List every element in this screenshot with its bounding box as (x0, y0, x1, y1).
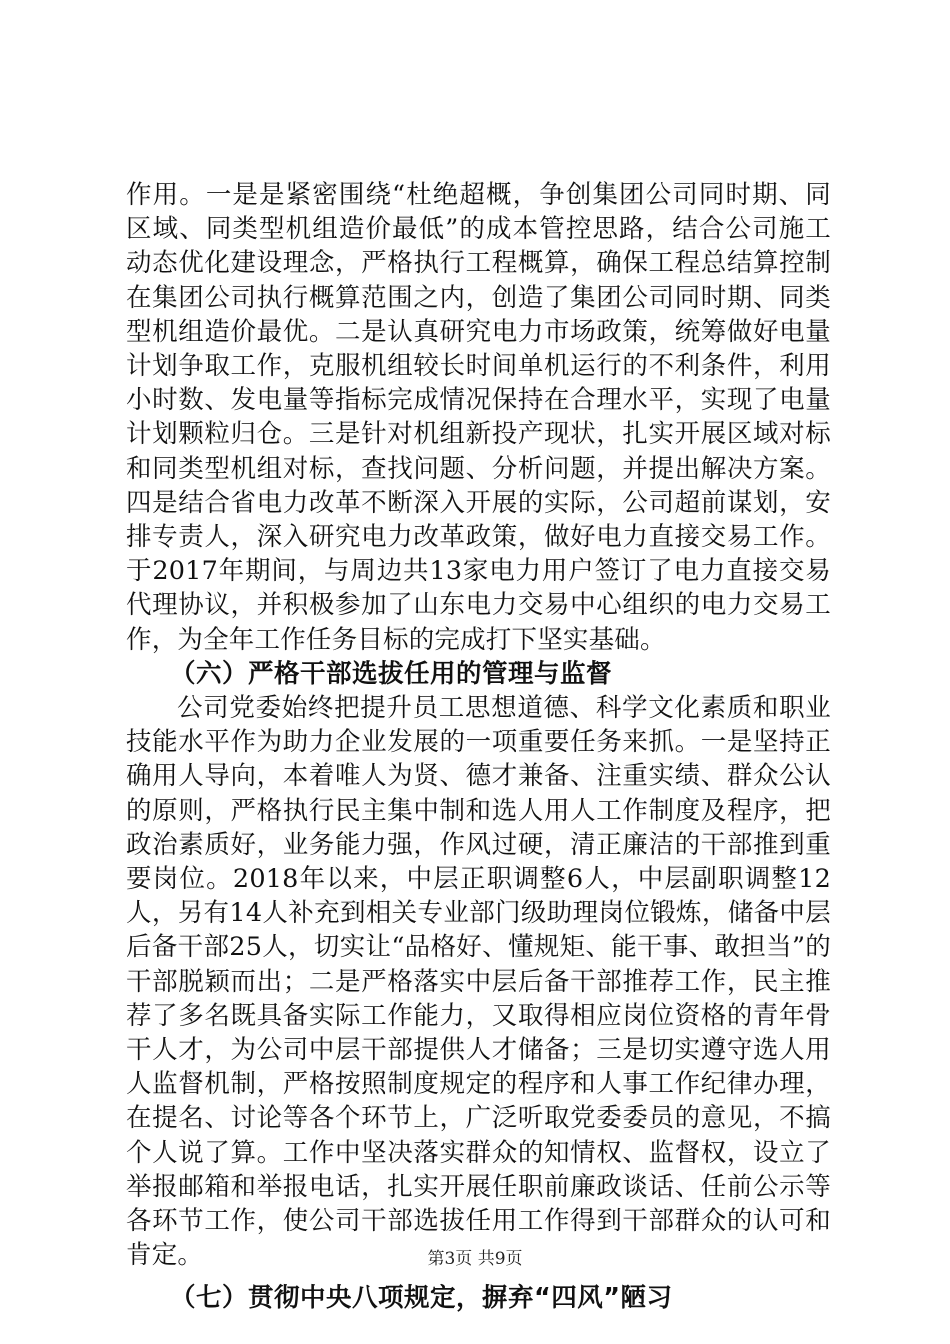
paragraph-continuation: 作用。一是是紧密围绕“杜绝超概，争创集团公司同时期、同区域、同类型机组造价最低”的成本管控思路，结合公司施工动态优化建设理念，严格执行工程概算，确保工程总结算控制在集团公司执行概算范围之内，创造了集团公司同时期、同类型机组造价最优。二是认真研究电力市场政策，统筹做好电量计划争取工作，克服机组较长时间单机运行的不利条件，利用小时数、发电量等指标完成情况保持在合理水平，实现了电量计划颗粒归仓。三是针对机组新投产现状，扎实开展区域对标和同类型机组对标，查找问题、分析问题，并提出解决方案。四是结合省电力改革不断深入开展的实际，公司超前谋划，安排专责人，深入研究电力改革政策，做好电力直接交易工作。于2017年期间，与周边共13家电力用户签订了电力直接交易代理协议，并积极参加了山东电力交易中心组织的电力交易工作，为全年工作任务目标的完成打下坚实基础。 (126, 180, 831, 655)
section-heading-6: （六）严格干部选拔任用的管理与监督 (170, 658, 613, 689)
section-heading-7: （七）贯彻中央八项规定，摒弃“四风”陋习 (170, 1282, 673, 1313)
document-body (126, 178, 831, 1315)
page-number-footer: 第3页 共9页 (427, 1249, 523, 1269)
paragraph-section-6: 公司党委始终把提升员工思想道德、科学文化素质和职业技能水平作为助力企业发展的一项重要任务来抓。一是坚持正确用人导向，本着唯人为贤、德才兼备、注重实绩、群众公认的原则，严格执行民主集中制和选人用人工作制度及程序，把政治素质好，业务能力强，作风过硬，清正廉洁的干部推到重要岗位。2018年以来，中层正职调整6人，中层副职调整12人，另有14人补充到相关专业部门级助理岗位锻炼，储备中层后备干部25人，切实让“品格好、懂规矩、能干事、敢担当”的干部脱颖而出；二是严格落实中层后备干部推荐工作，民主推荐了多名既具备实际工作能力，又取得相应岗位资格的青年骨干人才，为公司中层干部提供人才储备；三是切实遵守选人用人监督机制，严格按照制度规定的程序和人事工作纪律办理，在提名、讨论等各个环节上，广泛听取党委委员的意见，不搞个人说了算。工作中坚决落实群众的知情权、监督权，设立了举报邮箱和举报电话，扎实开展任职前廉政谈话、任前公示等各环节工作，使公司干部选拔任用工作得到干部群众的认可和肯定。 (126, 693, 831, 1271)
